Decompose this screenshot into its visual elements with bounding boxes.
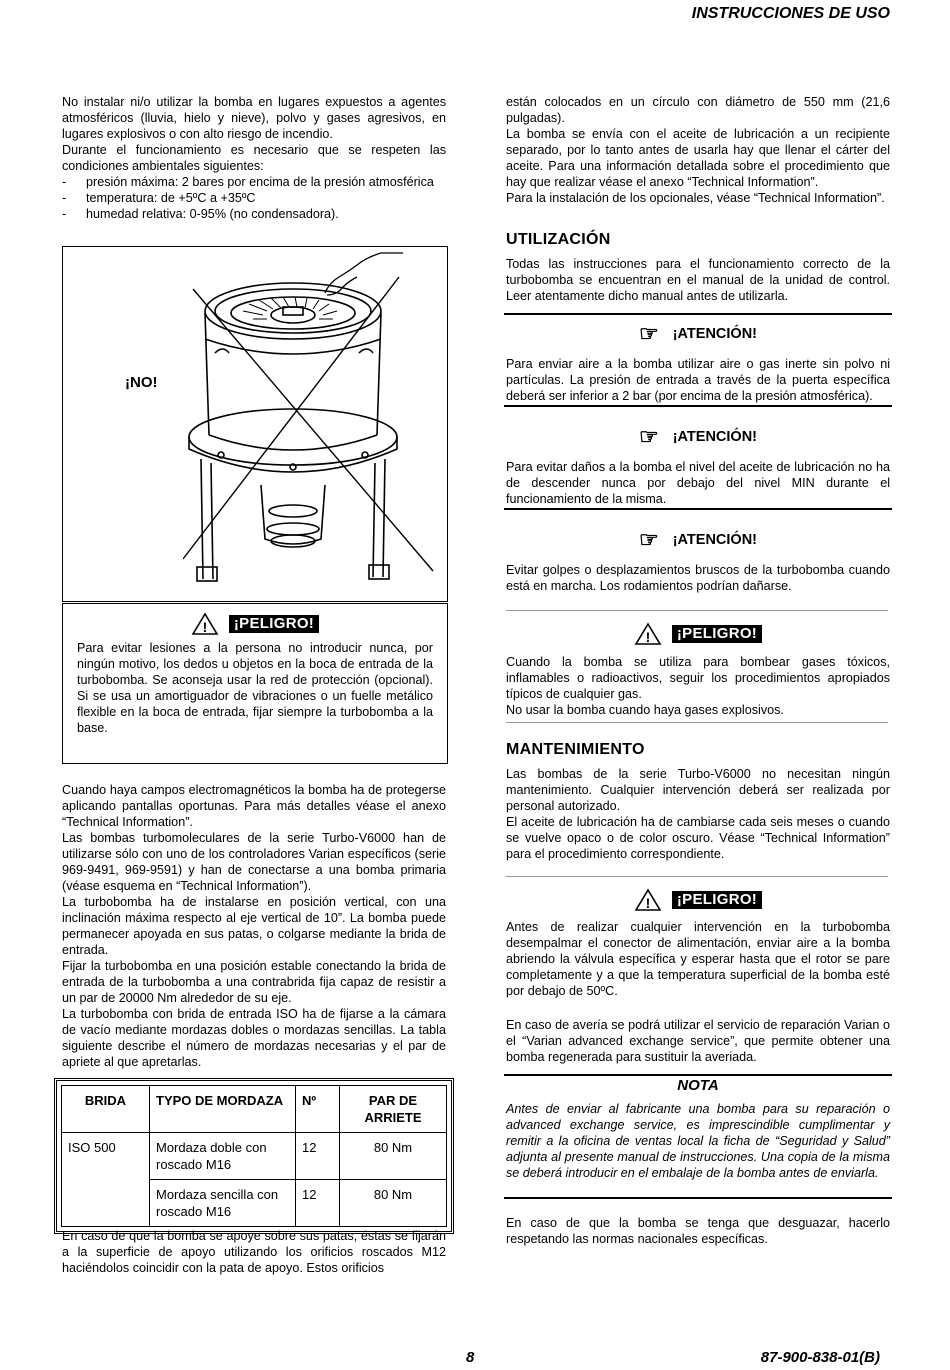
danger-heading (506, 622, 890, 646)
paragraph: Las bombas turbomoleculares de la serie Turbo-V6000 han de utilizarse sólo con uno de los controladores Varian específicos (serie 969-9491, 969-9591) y han de conectarse a una bomba primaria (véase esquema en “Technical Information”). (62, 831, 446, 893)
pointing-hand-icon: ☞ (638, 321, 659, 346)
clamp-table-frame (54, 1078, 454, 1234)
pointing-hand-icon: ☞ (638, 424, 659, 449)
column-header: PAR DE ARRIETE (340, 1086, 447, 1133)
options-paragraph: Para la instalación de los opcionales, véase “Technical Information”. (506, 191, 885, 205)
divider (504, 1074, 892, 1076)
paragraph: La turbobomba con brida de entrada ISO ha de fijarse a la cámara de vacío mediante mordazas dobles o mordazas sencillas. La tabla siguiente describe el número de mordazas necesarias y el par de apriete al que apretarlas. (62, 1007, 446, 1069)
pointing-hand-icon: ☞ (638, 527, 659, 552)
column-header: Nº (296, 1086, 340, 1133)
danger-text: Cuando la bomba se utiliza para bombear gases tóxicos, inflamables o radioactivos, seguir los procedimientos apropiados típicos de cualquier gas. (506, 655, 890, 701)
table-cell: 80 Nm (340, 1133, 447, 1180)
paragraph: Las bombas de la serie Turbo-V6000 no necesitan ningún mantenimiento. Cualquier intervención deberá ser realizada por personal autorizado. (506, 767, 890, 813)
svg-text:!: ! (202, 619, 208, 635)
figure-no-label: ¡NO! (125, 374, 158, 391)
warning-triangle-icon (191, 612, 219, 636)
oil-paragraph: La bomba se envía con el aceite de lubricación a un recipiente separado, por lo tanto antes de usarla hay que llenar el cárter del aceite. Para una información detallada sobre el procedimiento que hay que realizar véase el anexo “Technical Information”. (506, 127, 890, 189)
attention-heading (506, 527, 890, 552)
document-code: 87-900-838-01(B) (760, 1349, 880, 1366)
table-cell: 12 (296, 1133, 340, 1180)
table-cell: ISO 500 (62, 1133, 150, 1227)
divider (504, 1197, 892, 1199)
utilizacion-text: Todas las instrucciones para el funcionamiento correcto de la turbobomba se encuentran en el manual de la unidad de control. Leer atentamente dicho manual antes de utilizarla. (506, 257, 890, 303)
divider (504, 508, 892, 510)
table-cell: Mordaza doble con roscado M16 (150, 1133, 296, 1180)
danger-box-left (62, 603, 448, 764)
attention-text: Para enviar aire a la bomba utilizar aire o gas inerte sin polvo ni partículas. La presión de entrada a través de la puerta específica deberá ser inferior a 2 bar (por encima de la presión atmosférica). (506, 357, 890, 403)
danger-title: ¡PELIGRO! (672, 625, 762, 643)
attention-text: Evitar golpes o desplazamientos bruscos de la turbobomba cuando está en marcha. Los rodamientos podrían dañarse. (506, 563, 890, 593)
list-item: - temperatura: de +5ºC a +35ºC (62, 190, 446, 206)
intro-block (62, 94, 446, 222)
nota-text: Antes de enviar al fabricante una bomba para su reparación o advanced exchange service, es imprescindible cumplimentar y remitir a la oficina de ventas local la ficha de “Seguridad y Salud” adjunta al presente manual de instrucciones. Una copia de la misma se deberá introducir en el embalaje de la bomba antes de enviarla. (506, 1102, 890, 1180)
warning-triangle-icon (634, 622, 662, 646)
attention-title: ¡ATENCIÓN! (672, 532, 758, 548)
pump-figure-box (62, 246, 448, 602)
installation-text (62, 782, 446, 1070)
legs-paragraph: En caso de que la bomba se apoye sobre sus patas, éstas se fijarán a la superficie de apoyo utilizando los orificios roscados M12 haciéndolos coincidir con la pata de apoyo. Estos orificios (62, 1229, 446, 1275)
danger-heading (506, 888, 890, 912)
danger-text: Antes de realizar cualquier intervención en la turbobomba desempalmar el conector de alimentación, enviar aire a la bomba abriendo la válvula específica y esperar hasta que el rotor se pare completamente y a que la temperatura superficial de la bomba esté por debajo de 50ºC. (506, 920, 890, 998)
danger-title: ¡PELIGRO! (672, 891, 762, 909)
danger-text: No usar la bomba cuando haya gases explosivos. (506, 703, 784, 717)
list-item: - humedad relativa: 0-95% (no condensadora). (62, 206, 446, 222)
clamp-table (61, 1085, 447, 1227)
list-item-text: temperatura: de +5ºC a +35ºC (86, 191, 256, 205)
utilizacion-title: UTILIZACIÓN (506, 231, 611, 248)
nota-title: NOTA (677, 1077, 719, 1094)
danger-text-block (506, 654, 890, 718)
table-cell: 12 (296, 1180, 340, 1227)
column-header: BRIDA (62, 1086, 150, 1133)
table-cell: 80 Nm (340, 1180, 447, 1227)
right-intro-block (506, 94, 890, 206)
divider (506, 876, 888, 877)
table-row (62, 1133, 447, 1180)
svg-text:!: ! (645, 895, 651, 911)
scrap-paragraph: En caso de que la bomba se tenga que desguazar, hacerlo respetando las normas nacionales específicas. (506, 1216, 890, 1246)
danger-text: Para evitar lesiones a la persona no introducir nunca, por ningún motivo, los dedos u objetos en la boca de entrada de la turbobomba. Se aconseja usar la red de protección (opcional). Si se usa un amortiguador de vibraciones o un fuelle metálico flexible en la boca de entrada, fijar siempre la turbobomba a la base. (77, 641, 433, 735)
page-number: 8 (466, 1349, 475, 1366)
divider (506, 722, 888, 723)
divider (506, 610, 888, 611)
list-item: - presión máxima: 2 bares por encima de la presión atmosférica (62, 174, 446, 190)
mantenimiento-text-block (506, 766, 890, 862)
repair-paragraph: En caso de avería se podrá utilizar el servicio de reparación Varian o el “Varian advanced exchange service”, que permite obtener una bomba regenerada para sustituir la averiada. (506, 1018, 890, 1064)
table-header-row (62, 1086, 447, 1133)
mantenimiento-title: MANTENIMIENTO (506, 741, 645, 758)
attention-heading (506, 424, 890, 449)
divider (504, 405, 892, 407)
danger-heading (63, 612, 447, 636)
paragraph: Cuando haya campos electromagnéticos la bomba ha de protegerse aplicando pantallas oportunas. Para más detalles véase el anexo “Technical Information”. (62, 783, 446, 829)
header-title: INSTRUCCIONES DE USO (691, 5, 890, 22)
divider (504, 313, 892, 315)
paragraph: El aceite de lubricación ha de cambiarse cada seis meses o cuando se vuelve opaco o de color oscuro. Véase “Technical Information” para el procedimiento correspondiente. (506, 815, 890, 861)
table-cell: Mordaza sencilla con roscado M16 (150, 1180, 296, 1227)
danger-title: ¡PELIGRO! (229, 615, 319, 633)
paragraph: Fijar la turbobomba en una posición estable conectando la brida de entrada de la turbobomba a una contrabrida fija capaz de resistir a un par de 20000 Nm alrededor de su eje. (62, 959, 446, 1005)
warning-triangle-icon (634, 888, 662, 912)
attention-title: ¡ATENCIÓN! (672, 429, 758, 445)
list-item-text: presión máxima: 2 bares por encima de la presión atmosférica (86, 175, 434, 189)
turbopump-illustration (183, 249, 447, 599)
intro-paragraph: No instalar ni/o utilizar la bomba en lugares expuestos a agentes atmosféricos (lluvia, hielo y nieve), polvo y gases agresivos, en lugares explosivos o con alto riesgo de incendio. (62, 95, 446, 141)
paragraph: La turbobomba ha de instalarse en posición vertical, con una inclinación máxima respecto al eje vertical de 10”. La bomba puede permanecer apoyada en sus patas, o colgarse mediante la brida de entrada. (62, 895, 446, 957)
attention-text: Para evitar daños a la bomba el nivel del aceite de lubricación no ha de descender nunca por debajo del nivel MIN durante el funcionamiento de la misma. (506, 460, 890, 506)
svg-text:!: ! (645, 629, 651, 645)
continuation-paragraph: están colocados en un círculo con diámetro de 550 mm (21,6 pulgadas). (506, 95, 890, 125)
conditions-paragraph: Durante el funcionamiento es necesario que se respeten las condiciones ambientales siguientes: (62, 143, 446, 173)
attention-heading (506, 321, 890, 346)
column-header: TYPO DE MORDAZA (150, 1086, 296, 1133)
list-item-text: humedad relativa: 0-95% (no condensadora). (86, 207, 339, 221)
attention-title: ¡ATENCIÓN! (672, 326, 758, 342)
